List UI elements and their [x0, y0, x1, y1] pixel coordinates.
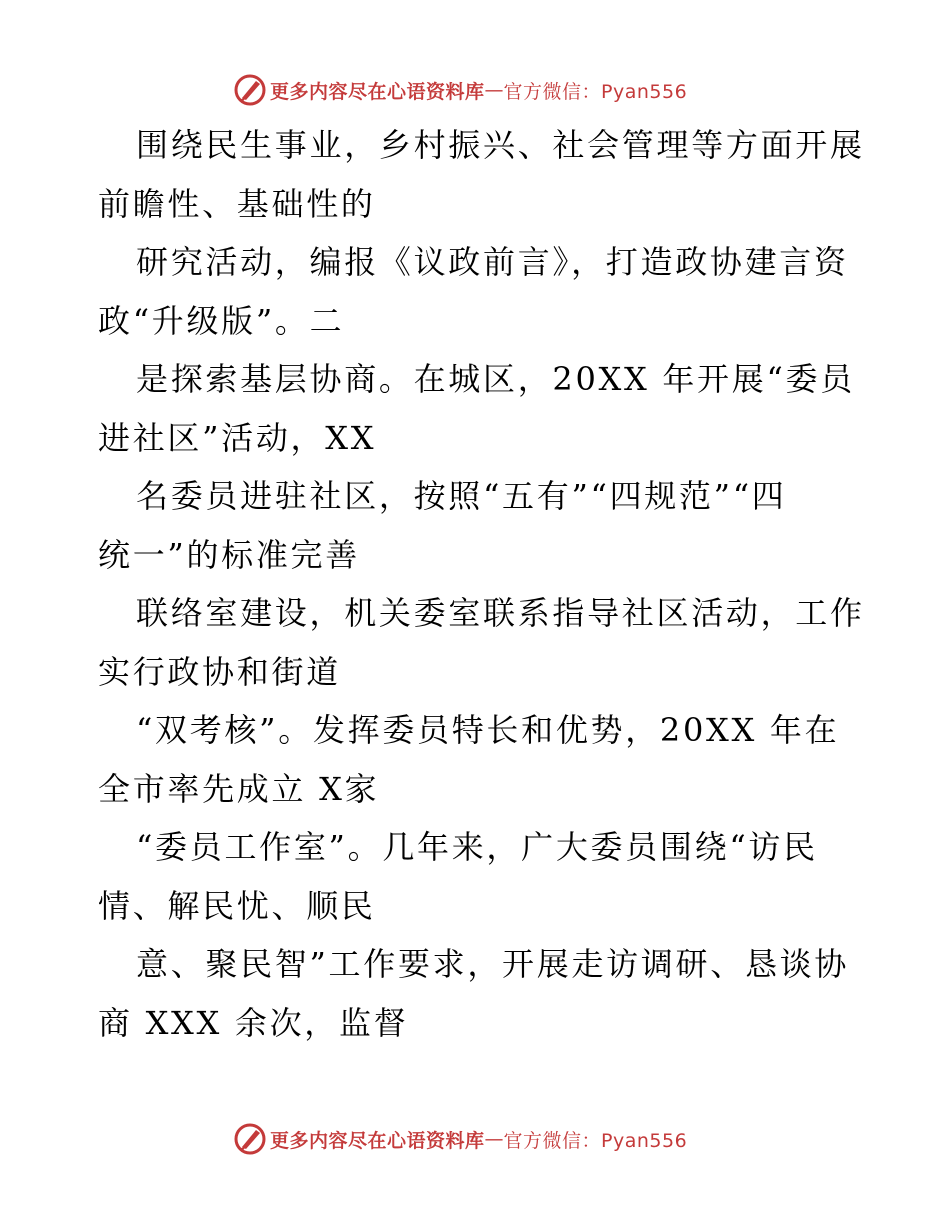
brush-logo-icon [232, 72, 268, 108]
body-line: 统一”的标准完善 [98, 536, 360, 574]
body-line: 商 XXX 余次，监督 [98, 1004, 409, 1042]
brush-logo-icon [232, 1121, 268, 1157]
footer-dash: — [484, 1128, 504, 1150]
body-line: 围绕民生事业，乡村振兴、社会管理等方面开展 [136, 126, 865, 164]
body-line: 是探索基层协商。在城区，20XX 年开展“委员 [136, 360, 855, 398]
body-line: “双考核”。发挥委员特长和优势，20XX 年在 [136, 711, 840, 749]
footer-banner-content [232, 1119, 687, 1159]
body-line: 名委员进驻社区，按照“五有”“四规范”“四 [136, 477, 787, 515]
body-line: 研究活动，编报《议政前言》，打造政协建言资 [136, 243, 849, 281]
body-line: 全市率先成立 X家 [98, 770, 380, 808]
body-line: 实行政协和街道 [98, 653, 341, 691]
footer-wechat-text: 官方微信：Pyan556 [503, 1129, 688, 1152]
body-line: 意、聚民智”工作要求，开展走访调研、恳谈协 [136, 945, 850, 983]
body-line: 情、解民忧、顺民 [98, 887, 376, 925]
body-line: 前瞻性、基础性的 [98, 185, 376, 223]
header-banner-content [232, 70, 687, 110]
header-banner [0, 70, 950, 110]
header-dash: — [484, 79, 504, 101]
header-wechat-text: 官方微信：Pyan556 [503, 80, 688, 103]
body-line: 政“升级版”。二 [98, 302, 345, 340]
body-line: “委员工作室”。几年来，广大委员围绕“访民 [136, 828, 818, 866]
body-line: 联络室建设，机关委室联系指导社区活动，工作 [136, 594, 865, 632]
header-site-text: 更多内容尽在心语资料库 [270, 80, 485, 103]
footer-banner [0, 1119, 950, 1159]
body-line: 进社区”活动，XX [98, 419, 377, 457]
footer-site-text: 更多内容尽在心语资料库 [270, 1129, 485, 1152]
